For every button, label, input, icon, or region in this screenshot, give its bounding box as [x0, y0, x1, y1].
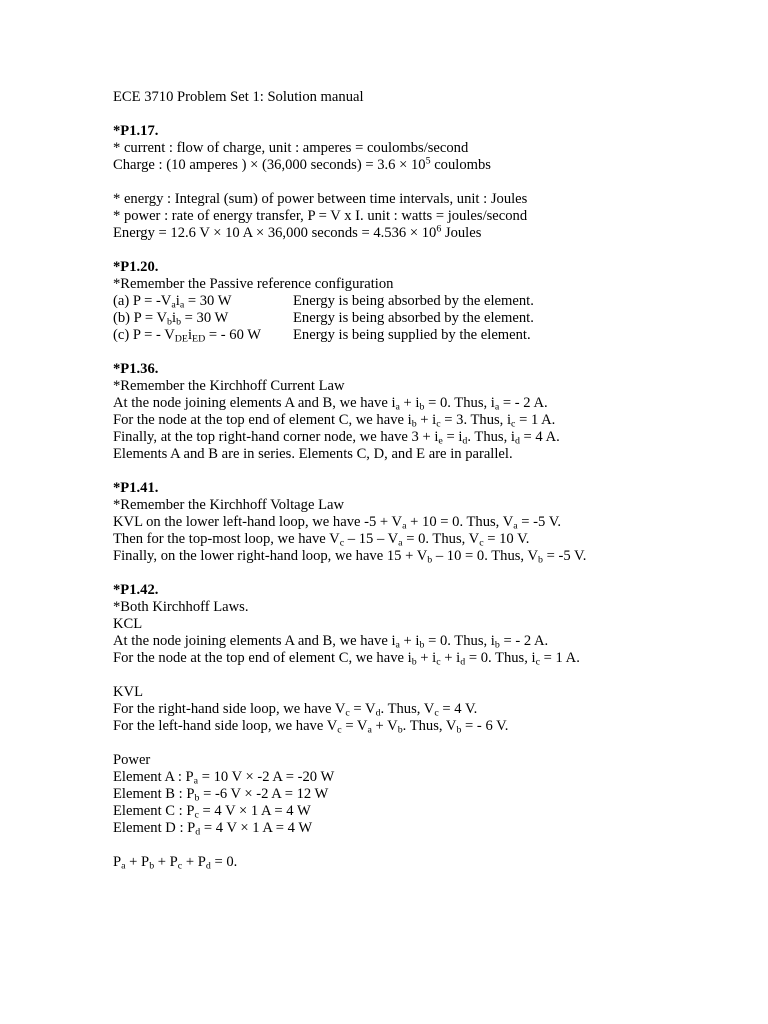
current-definition: * current : flow of charge, unit : amperes = coulombs/second: [113, 140, 469, 156]
energy-definition: * energy : Integral (sum) of power between time intervals, unit : Joules: [113, 191, 528, 207]
problem-heading-p1-36: *P1.36.: [113, 361, 159, 377]
kcl-node-c-line: For the node at the top end of element C, we have $i_b + i_c = 3$. Thus, $i_c = 1$ A.: [113, 412, 556, 430]
kcl-note: *Remember the Kirchhoff Current Law: [113, 378, 345, 394]
problem-heading-p1-42: *P1.42.: [113, 582, 159, 598]
kvl-lower-left-line: KVL on the lower left-hand loop, we have $-5 + V_a + 10 = 0$. Thus, $V_a = -5$ V.: [113, 514, 562, 532]
power-subheading: Power: [113, 752, 151, 768]
document-body: [113, 89, 733, 871]
kvl-top-loop-line: Then for the top-most loop, we have $V_c - 15 - V_a = 0$. Thus, $V_c = 10$ V.: [113, 531, 530, 549]
element-a-power: Element A : $P_a = 10$ V × -2 A = -20 W: [113, 769, 335, 787]
element-c-power: Element C : $P_c = 4$ V × 1 A = 4 W: [113, 803, 311, 821]
power-definition: * power : rate of energy transfer, P = V x I. unit : watts = joules/second: [113, 208, 528, 224]
kvl-line-1: For the right-hand side loop, we have $V_c = V_d$. Thus, $V_c = 4$ V.: [113, 701, 478, 719]
both-laws-note: *Both Kirchhoff Laws.: [113, 599, 249, 615]
power-sum-line: $P_a + P_b + P_c + P_d = 0$.: [113, 854, 238, 872]
part-b-line: (b) $P = V_bi_b = 30$ W Energy is being absorbed by the element.: [113, 310, 534, 328]
part-c-line: (c) P = - $V_{DE}i_{ED}$ = - 60 W Energy is being supplied by the element.: [113, 327, 531, 345]
kcl-node-ab-line: At the node joining elements A and B, we have $i_a + i_b = 0$. Thus, $i_a$ = - 2 A.: [113, 395, 548, 413]
part-a-line: (a) $P = -V_ai_a = 30$ W Energy is being absorbed by the element.: [113, 293, 534, 311]
element-d-power: Element D : $P_d = 4$ V × 1 A = 4 W: [113, 820, 313, 838]
kvl-lower-right-line: Finally, on the lower right-hand loop, we have $15 + V_b - 10 = 0$. Thus, $V_b = -5$ V.: [113, 548, 587, 566]
kcl-line-1: At the node joining elements A and B, we have $i_a + i_b = 0$. Thus, $i_b$ = - 2 A.: [113, 633, 549, 651]
kvl-note: *Remember the Kirchhoff Voltage Law: [113, 497, 345, 513]
kcl-corner-node-line: Finally, at the top right-hand corner node, we have $3 + i_e = i_d$. Thus, $i_d = 4$ A.: [113, 429, 560, 447]
kcl-line-2: For the node at the top end of element C, we have $i_b + i_c + i_d = 0$. Thus, $i_c = 1$ A.: [113, 650, 580, 668]
problem-heading-p1-41: *P1.41.: [113, 480, 159, 496]
kcl-subheading: KCL: [113, 616, 143, 632]
energy-calculation: Energy = 12.6 V × 10 A × 36,000 seconds = $4.536 \times 10^6$ Joules: [113, 223, 482, 241]
element-b-power: Element B : $P_b = -6$ V × -2 A = 12 W: [113, 786, 329, 804]
kvl-line-2: For the left-hand side loop, we have $V_c = V_a + V_b$. Thus, $V_b$ = - 6 V.: [113, 718, 509, 736]
series-parallel-line: Elements A and B are in series. Elements C, D, and E are in parallel.: [113, 446, 513, 462]
document-title: ECE 3710 Problem Set 1: Solution manual: [113, 89, 364, 105]
problem-heading-p1-17: *P1.17.: [113, 123, 159, 139]
problem-heading-p1-20: *P1.20.: [113, 259, 159, 275]
charge-calculation: Charge : (10 amperes ) × (36,000 seconds) = $3.6 \times 10^5$ coulombs: [113, 155, 491, 173]
kvl-subheading: KVL: [113, 684, 143, 700]
passive-reference-note: *Remember the Passive reference configuration: [113, 276, 394, 292]
